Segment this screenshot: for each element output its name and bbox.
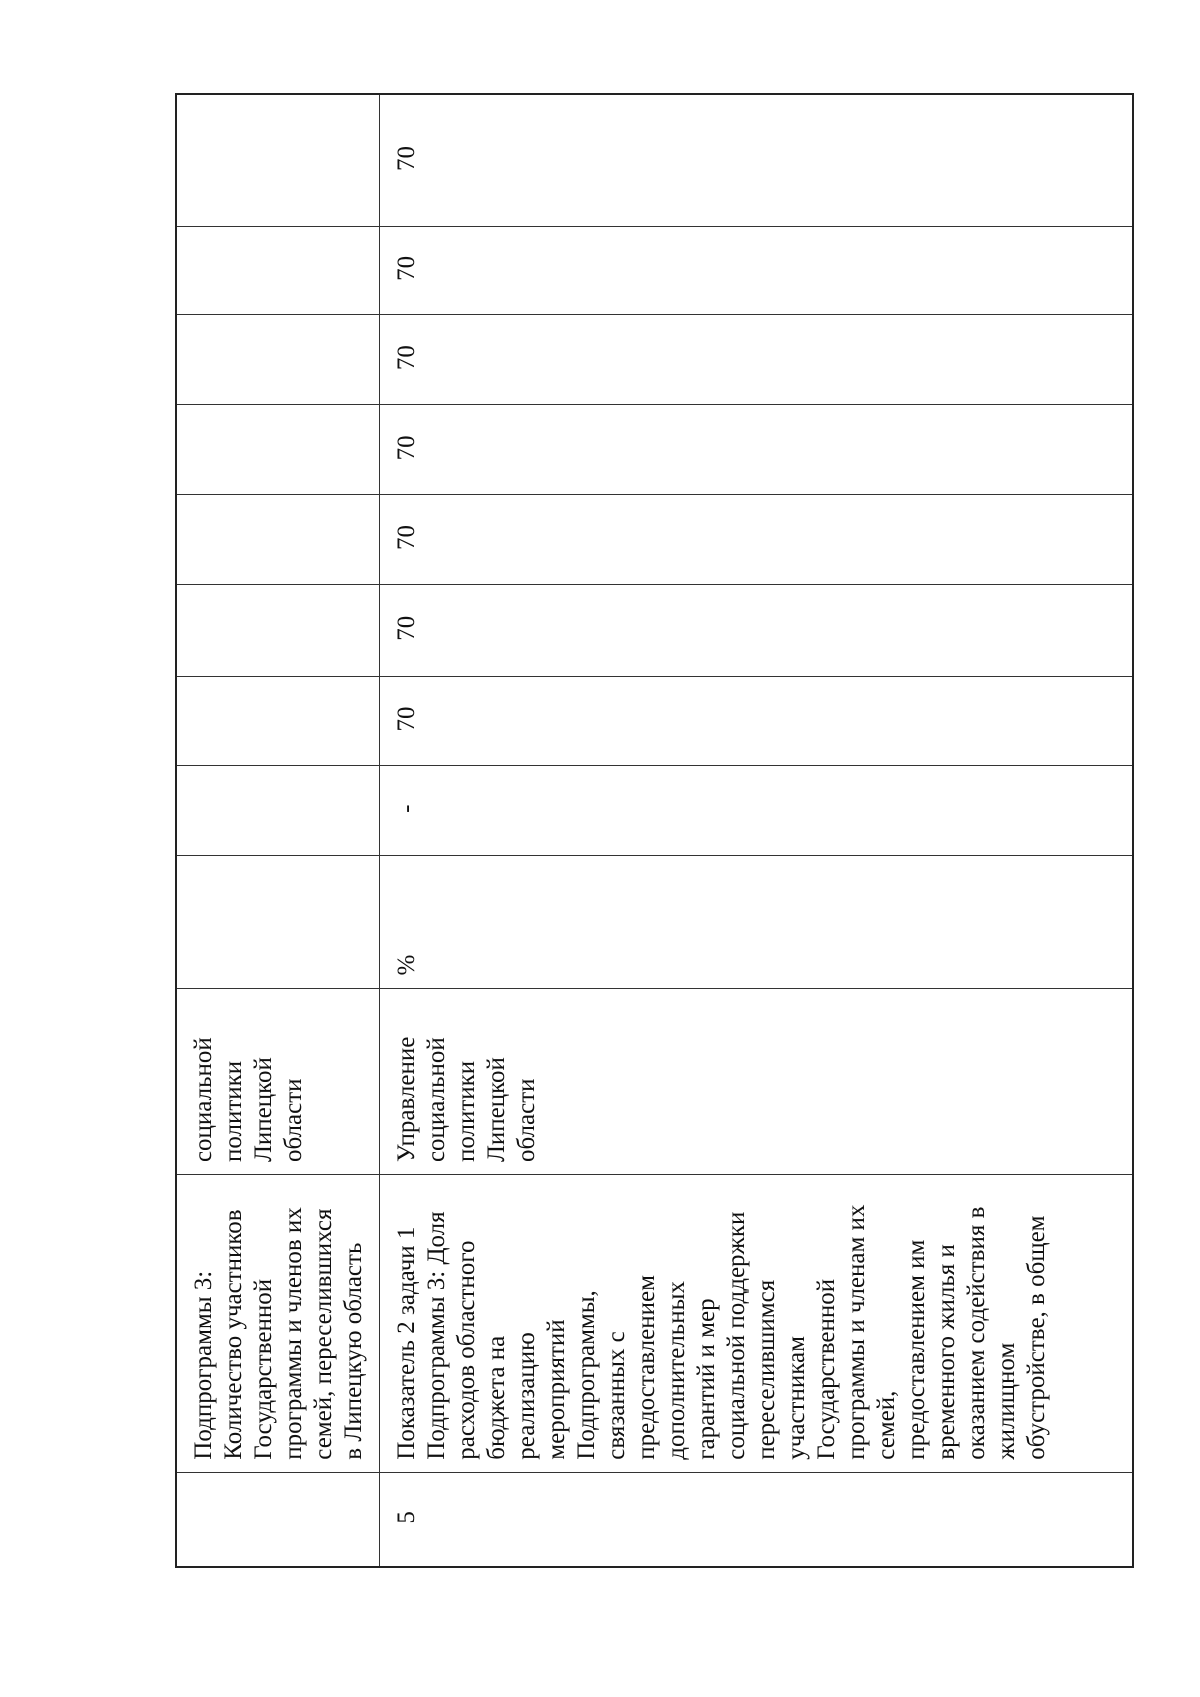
indicator-name-cell: Подпрограммы 3: Количество участников Государственной программы и членов их семей, переселившихся в Липецкую область <box>176 1175 379 1473</box>
value-cell <box>176 584 379 676</box>
unit-cell <box>176 856 379 989</box>
value-cell <box>176 766 379 856</box>
value-cell: 70 <box>379 94 1133 227</box>
responsible-cell: социальной политики Липецкой области <box>176 988 379 1175</box>
table-row <box>176 94 379 1567</box>
value-cell <box>176 227 379 315</box>
table-row <box>379 94 1133 1567</box>
value-cell <box>176 314 379 405</box>
value-cell <box>176 676 379 766</box>
responsible-cell: Управление социальной политики Липецкой области <box>379 988 1133 1175</box>
unit-cell: % <box>379 856 1133 989</box>
value-cell: 70 <box>379 495 1133 585</box>
value-cell <box>176 94 379 227</box>
value-cell: 70 <box>379 227 1133 315</box>
row-number-cell: 5 <box>379 1472 1133 1567</box>
value-cell <box>176 495 379 585</box>
value-cell: - <box>379 766 1133 856</box>
value-cell: 70 <box>379 405 1133 495</box>
indicators-table <box>175 93 1134 1568</box>
value-cell: 70 <box>379 676 1133 766</box>
row-number-cell <box>176 1472 379 1567</box>
value-cell <box>176 405 379 495</box>
value-cell: 70 <box>379 584 1133 676</box>
value-cell: 70 <box>379 314 1133 405</box>
rotated-table-wrapper <box>175 93 1132 1568</box>
indicator-name-cell: Показатель 2 задачи 1 Подпрограммы 3: Доля расходов областного бюджета на реализацию мероприятий Подпрограммы, связанных с предоставлением дополнительных гарантий и мер социальной поддержки переселившимся участникам Государственной программы и членам их семей, предоставлением им временного жилья и оказанием содействия в жилищном обустройстве, в общем <box>379 1175 1133 1473</box>
